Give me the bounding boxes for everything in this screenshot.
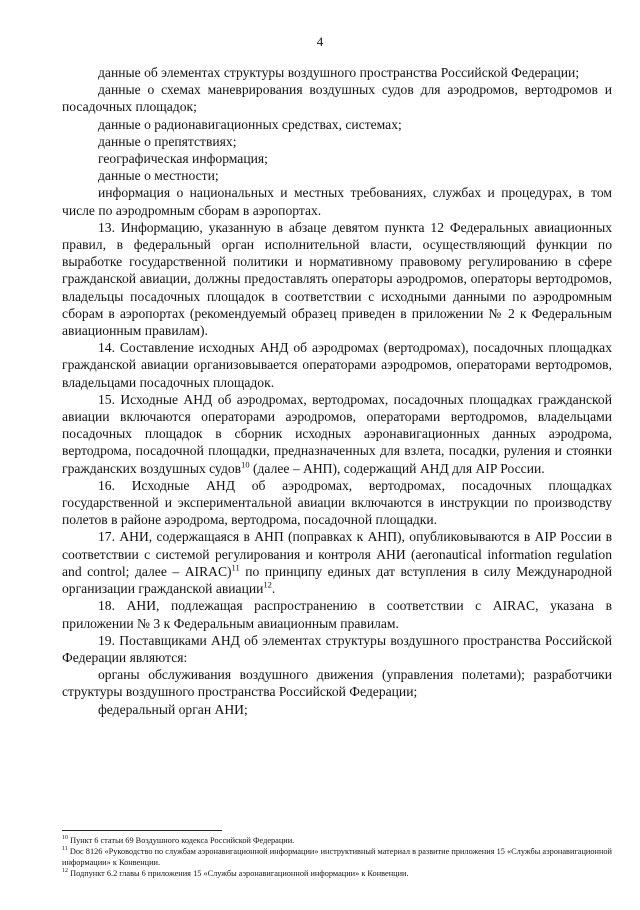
paragraph-17-text-after: по принципу единых дат вступления в силу Международной организации гражданской авиации <box>62 563 612 597</box>
paragraph: данные о препятствиях; <box>98 133 237 149</box>
paragraph-17 <box>62 528 612 597</box>
paragraph-14: 14. Составление исходных АНД об аэродромах (вертодромах), посадочных площадках гражданской авиации организовывается операторами аэродромов, операторами вертодромов, владельцами посадочных площадок. <box>62 340 612 390</box>
footnote-10 <box>62 835 612 846</box>
paragraph-13: 13. Информацию, указанную в абзаце девятом пункта 12 Федеральных авиационных правил, в федеральный орган исполнительной власти, осуществляющий функции по выработке государственной политики и нормативному правовому регулированию в сфере гражданской авиации, должны предоставлять операторы аэродромов, операторы вертодромов, владельцы посадочных площадок в соответствии с исходными данными по аэродромным сборам в аэропортах (рекомендуемый образец приведен в приложении № 2 к Федеральным авиационным правилам). <box>62 219 612 339</box>
footnote-text: Пункт 6 статьи 69 Воздушного кодекса Российской Федерации. <box>68 836 295 845</box>
paragraph: данные о местности; <box>98 168 219 184</box>
paragraph: органы обслуживания воздушного движения (управления полетами); разработчики структуры воздушного пространства Российской Федерации; <box>62 667 612 700</box>
footnote-ref-10: 10 <box>241 459 250 470</box>
footnotes <box>62 835 612 879</box>
paragraph: федеральный орган АНИ; <box>98 701 248 717</box>
footnote-11 <box>62 846 612 868</box>
paragraph: данные о схемах маневрирования воздушных судов для аэродромов, вертодромов и посадочных площадок; <box>62 82 612 115</box>
footnote-text: Подпункт 6.2 главы 6 приложения 15 «Службы аэронавигационной информации» к Конвенции. <box>68 869 409 878</box>
body-text <box>62 64 612 718</box>
paragraph-15 <box>62 391 612 477</box>
paragraph-15-text: 15. Исходные АНД об аэродромах, вертодромах, посадочных площадках гражданской авиации включаются операторами аэродромов, операторами вертодромов, владельцами посадочных площадок в сборник исходных аэронавигационных данных аэродрома, вертодрома, посадочной площадки, предназначенных для взлета, посадки, руления и стоянки гражданских воздушных судов <box>62 391 612 476</box>
footnote-divider <box>62 830 222 831</box>
footnote-12 <box>62 868 612 879</box>
paragraph: данные об элементах структуры воздушного пространства Российской Федерации; <box>98 65 580 80</box>
footnote-ref-11: 11 <box>231 562 240 573</box>
paragraph-16: 16. Исходные АНД об аэродромах, вертодромах, посадочных площадках государственной и экспериментальной авиации включаются в инструкции по производству полетов в районе аэродрома, вертодрома, посадочной площадки. <box>62 477 612 528</box>
page-number: 4 <box>316 34 324 49</box>
paragraph-18: 18. АНИ, подлежащая распространению в соответствии с AIRAC, указана в приложении № 3 к Федеральным авиационным правилам. <box>62 598 612 631</box>
footnote-ref-12: 12 <box>263 579 272 590</box>
footnote-number: 12 <box>62 868 68 875</box>
paragraph-15-text-after: (далее – АНП), содержащий АНД для AIP России. <box>249 460 545 476</box>
paragraph-17-text-end: . <box>271 581 276 597</box>
paragraph: информация о национальных и местных требованиях, службах и процедурах, в том числе по аэродромным сборам в аэропортах. <box>62 185 612 218</box>
paragraph-19: 19. Поставщиками АНД об элементах структуры воздушного пространства Российской Федерации являются: <box>62 632 612 665</box>
paragraph: данные о радионавигационных средствах, системах; <box>98 116 402 132</box>
footnote-text: Doc 8126 «Руководство по службам аэронавигационной информации» инструктивный материал в развитие приложения 15 «Службы аэронавигационной информации» к Конвенции. <box>62 847 612 867</box>
footnote-number: 10 <box>62 835 68 842</box>
paragraph-17-text: 17. АНИ, содержащаяся в АНП (поправках к АНП), опубликовываются в AIP России в соответствии с системой регулирования и контроля АНИ (aeronautical information regulation and control; далее – AIRAC) <box>62 529 612 579</box>
footnote-number: 11 <box>62 846 68 853</box>
paragraph: географическая информация; <box>98 151 268 167</box>
